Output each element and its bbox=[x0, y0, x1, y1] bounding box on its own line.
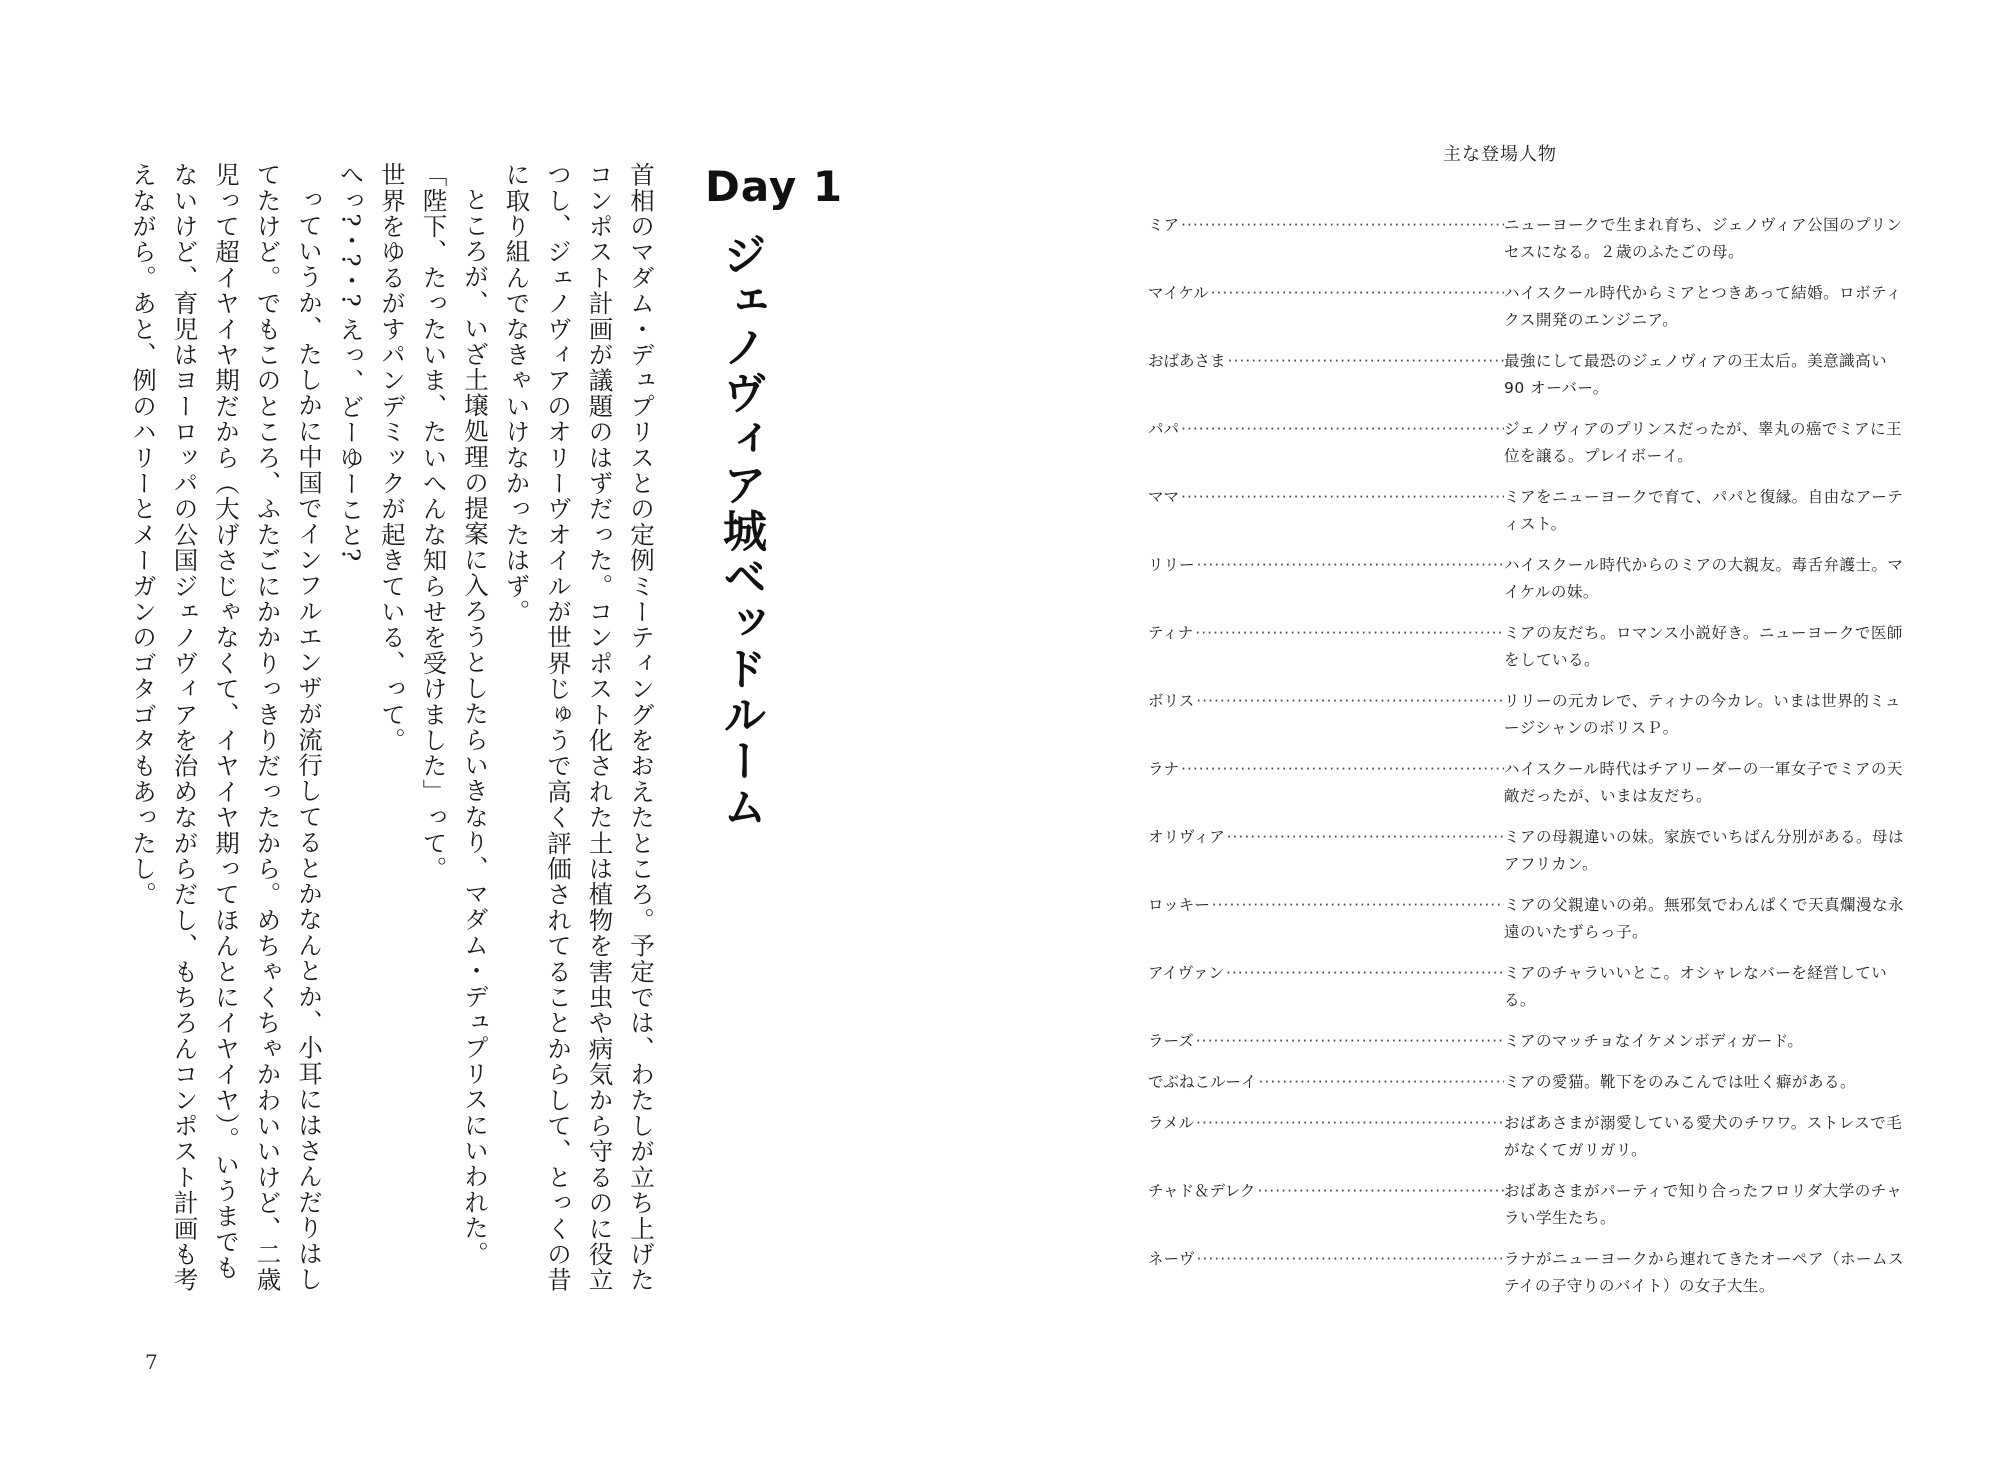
paragraph: っていうか、たしかに中国でインフルエンザが流行してるとかなんとか、小耳にはさんだりはしてたけど。でもこのところ、ふたごにかかりっきりだったから。めちゃくちゃかわいいけど、二歳児って超イヤイヤ期だから（大げさじゃなくて、イヤイヤ期ってほんとにイヤイヤ）。いうまでもないけど、育児はヨーロッパの公国ジェノヴィアを治めながらだし、もちろんコンポスト計画も考えながら。あと、例のハリーとメーガンのゴタゴタもあったし。 bbox=[129, 162, 324, 1293]
dot-leader bbox=[1195, 620, 1504, 647]
cast-name-leader bbox=[1148, 960, 1504, 987]
cast-item bbox=[1148, 1069, 1908, 1096]
page-number: 7 bbox=[145, 1350, 158, 1374]
character-name: オリヴィア bbox=[1148, 828, 1225, 846]
dot-leader bbox=[1181, 756, 1504, 783]
cast-name-leader bbox=[1148, 892, 1504, 919]
body-text bbox=[123, 162, 663, 1302]
cast-item bbox=[1148, 960, 1908, 1014]
cast-name-leader bbox=[1148, 620, 1504, 647]
chapter-number: Day 1 bbox=[705, 162, 844, 211]
dot-leader bbox=[1226, 960, 1504, 987]
character-name: チャド＆デレク bbox=[1148, 1182, 1256, 1200]
character-description: ハイスクール時代からミアとつきあって結婚。ロボティクス開発のエンジニア。 bbox=[1504, 284, 1902, 329]
cast-item bbox=[1148, 688, 1908, 742]
character-description: おばあさまが溺愛している愛犬のチワワ。ストレスで毛がなくてガリガリ。 bbox=[1504, 1114, 1903, 1159]
cast-name-leader bbox=[1148, 484, 1504, 511]
dot-leader bbox=[1211, 280, 1504, 307]
dot-leader bbox=[1212, 892, 1504, 919]
character-description: 最強にして最恐のジェノヴィアの王太后。美意識高い 90 オーバー。 bbox=[1504, 352, 1888, 397]
cast-item bbox=[1148, 824, 1908, 878]
cast-name-leader bbox=[1148, 1178, 1504, 1205]
character-name: マイケル bbox=[1148, 284, 1209, 302]
cast-name-leader bbox=[1148, 1069, 1504, 1096]
character-name: ラナ bbox=[1148, 760, 1180, 778]
paragraph: へっ?・?・? えっ、どーゆーこと? bbox=[336, 162, 366, 563]
character-name: ボリス bbox=[1148, 692, 1195, 710]
paragraph: 首相のマダム・デュプリスとの定例ミーティングをおえたところ。予定では、わたしが立ち上げたコンポスト計画が議題のはずだった。コンポスト化された土は植物を害虫や病気から守るのに役立つし、ジェノヴィアのオリーヴオイルが世界じゅうで高く評価されてることからして、とっくの昔に取り組んでなきゃいけなかったはず。 bbox=[502, 162, 656, 1293]
character-name: ネーヴ bbox=[1148, 1250, 1195, 1268]
chapter-title: ジェノヴィア城ベッドルーム bbox=[715, 232, 766, 830]
cast-heading: 主な登場人物 bbox=[1443, 144, 1557, 165]
dot-leader bbox=[1196, 688, 1504, 715]
cast-name-leader bbox=[1148, 552, 1504, 579]
paragraph: ところが、いざ土壌処理の提案に入ろうとしたらいきなり、マダム・デュプリスにいわれた。「陛下、たったいま、たいへんな知らせを受けました」って。 bbox=[419, 162, 490, 1266]
character-description: おばあさまがパーティで知り合ったフロリダ大学のチャラい学生たち。 bbox=[1504, 1182, 1903, 1227]
dot-leader bbox=[1197, 552, 1504, 579]
cast-item bbox=[1148, 212, 1908, 266]
character-description: ミアの愛猫。靴下をのみこんでは吐く癖がある。 bbox=[1504, 1073, 1857, 1091]
character-description: ミアの父親違いの弟。無邪気でわんぱくで天真爛漫な永遠のいたずらっ子。 bbox=[1504, 896, 1905, 941]
character-description: ハイスクール時代はチアリーダーの一軍女子でミアの天敵だったが、いまは友だち。 bbox=[1504, 760, 1903, 805]
character-description: ハイスクール時代からのミアの大親友。毒舌弁護士。マイケルの妹。 bbox=[1504, 556, 1904, 601]
cast-item bbox=[1148, 416, 1908, 470]
cast-item bbox=[1148, 552, 1908, 606]
dot-leader bbox=[1181, 484, 1504, 511]
dot-leader bbox=[1197, 1246, 1504, 1273]
character-name: ラメル bbox=[1148, 1114, 1195, 1132]
character-description: ニューヨークで生まれ育ち、ジェノヴィア公国のプリンセスになる。２歳のふたごの母。 bbox=[1504, 216, 1903, 261]
cast-name-leader bbox=[1148, 1028, 1504, 1055]
dot-leader bbox=[1228, 348, 1504, 375]
character-description: ミアの友だち。ロマンス小説好き。ニューヨークで医師をしている。 bbox=[1504, 624, 1903, 669]
dot-leader bbox=[1196, 1028, 1504, 1055]
dot-leader bbox=[1181, 212, 1504, 239]
cast-item bbox=[1148, 892, 1908, 946]
cast-item bbox=[1148, 756, 1908, 810]
character-description: ミアのマッチョなイケメンボディガード。 bbox=[1504, 1032, 1804, 1050]
character-description: ミアをニューヨークで育て、パパと復縁。自由なアーティスト。 bbox=[1504, 488, 1904, 533]
character-description: ジェノヴィアのプリンスだったが、睾丸の癌でミアに王位を譲る。プレイボーイ。 bbox=[1504, 420, 1902, 465]
character-name: アイヴァン bbox=[1148, 964, 1224, 982]
character-name: おばあさま bbox=[1148, 352, 1226, 370]
dot-leader bbox=[1259, 1069, 1504, 1096]
cast-name-leader bbox=[1148, 1110, 1504, 1137]
cast-item bbox=[1148, 348, 1908, 402]
cast-item bbox=[1148, 1178, 1908, 1232]
cast-item bbox=[1148, 484, 1908, 538]
character-name: パパ bbox=[1148, 420, 1180, 438]
dot-leader bbox=[1257, 1178, 1504, 1205]
character-name: ママ bbox=[1148, 488, 1180, 506]
cast-name-leader bbox=[1148, 1246, 1504, 1273]
character-description: ミアの母親違いの妹。家族でいちばん分別がある。母はアフリカン。 bbox=[1504, 828, 1905, 873]
cast-item bbox=[1148, 1246, 1908, 1300]
cast-item bbox=[1148, 1028, 1908, 1055]
character-name: ミア bbox=[1148, 216, 1180, 234]
character-description: ラナがニューヨークから連れてきたオーペア（ホームステイの子守りのバイト）の女子大生。 bbox=[1504, 1250, 1905, 1295]
cast-name-leader bbox=[1148, 348, 1504, 375]
character-name: リリー bbox=[1148, 556, 1195, 574]
character-name: でぶねこルーイ bbox=[1148, 1073, 1257, 1091]
cast-name-leader bbox=[1148, 212, 1504, 239]
cast-name-leader bbox=[1148, 280, 1504, 307]
character-name: ロッキー bbox=[1148, 896, 1210, 914]
character-description: ミアのチャラいいとこ。オシャレなバーを経営している。 bbox=[1504, 964, 1888, 1009]
dot-leader bbox=[1227, 824, 1504, 851]
dot-leader bbox=[1181, 416, 1504, 443]
cast-name-leader bbox=[1148, 688, 1504, 715]
cast-name-leader bbox=[1148, 824, 1504, 851]
cast-item bbox=[1148, 620, 1908, 674]
paragraph: 世界をゆるがすパンデミックが起きている、って。 bbox=[378, 162, 407, 754]
dot-leader bbox=[1196, 1110, 1504, 1137]
cast-list bbox=[1148, 212, 1908, 1314]
cast-item bbox=[1148, 1110, 1908, 1164]
cast-item bbox=[1148, 280, 1908, 334]
cast-name-leader bbox=[1148, 416, 1504, 443]
character-description: リリーの元カレで、ティナの今カレ。いまは世界的ミュージシャンのボリスＰ。 bbox=[1504, 692, 1901, 737]
character-name: ラーズ bbox=[1148, 1032, 1194, 1050]
cast-name-leader bbox=[1148, 756, 1504, 783]
right-page bbox=[1000, 0, 2000, 1467]
character-name: ティナ bbox=[1148, 624, 1194, 642]
